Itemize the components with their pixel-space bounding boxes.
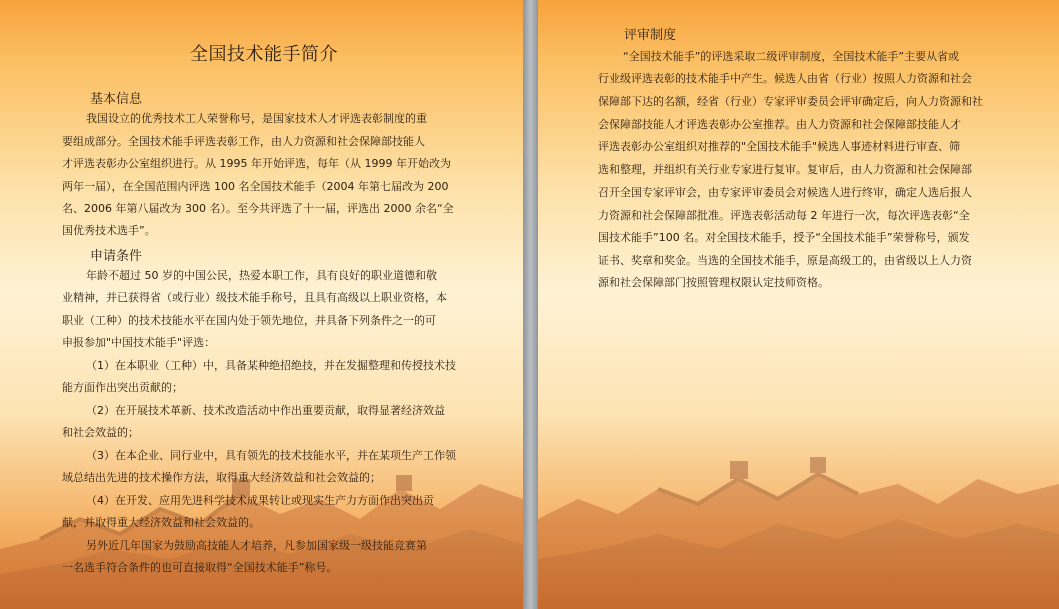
paragraph-line: 能方面作出突出贡献的；: [62, 381, 183, 394]
paragraph-line: 才评选表彰办公室组织进行。从 1995 年开始评选，每年（从 1999 年开始改为: [62, 157, 451, 170]
paragraph-line: 证书、奖章和奖金。当选的全国技术能手，原是高级工的，由省级以上人力资: [598, 254, 972, 267]
paragraph-line: 名、2006 年第八届改为 300 名）。至今共评选了十一届，评选出 2000 余名“全: [62, 202, 454, 215]
paragraph-line: 会保障部技能人才评选表彰办公室推荐。由人力资源和社会保障部技能人才: [598, 118, 961, 131]
document-page-right: [538, 0, 1059, 609]
paragraph-line: 保障部下达的名额，经省（行业）专家评审委员会评审确定后，向人力资源和社: [598, 95, 983, 108]
paragraph-line: 另外近几年国家为鼓励高技能人才培养，凡参加国家级一级技能竞赛第: [86, 539, 427, 552]
condition-item-1: （1）在本职业（工种）中，具备某种绝招绝技，并在发掘整理和传授技术技: [86, 359, 456, 372]
paragraph-line: 选和整理，并组织有关行业专家进行复审。复审后，由人力资源和社会保障部: [598, 163, 972, 176]
paragraph-line: 献，并取得重大经济效益和社会效益的。: [62, 516, 260, 529]
section-heading-apply-conditions: 申请条件: [90, 249, 143, 264]
paragraph-line: “全国技术能手”的评选采取二级评审制度，全国技术能手”主要从省或: [623, 50, 960, 63]
paragraph-line: 域总结出先进的技术操作方法，取得重大经济效益和社会效益的；: [62, 471, 381, 484]
paragraph-line: 行业级评选表彰的技术能手中产生。候选人由省（行业）按照人力资源和社会: [598, 72, 972, 85]
paragraph-line: 年龄不超过 50 岁的中国公民，热爱本职工作，具有良好的职业道德和敬: [86, 269, 437, 282]
paragraph-line: 职业（工种）的技术技能水平在国内处于领先地位，并具备下列条件之一的可: [62, 314, 436, 327]
page-gap: [523, 0, 538, 609]
paragraph-line: 申报参加"中国技术能手"评选：: [62, 336, 216, 349]
section-heading-review-system: 评审制度: [624, 28, 677, 43]
paragraph-line: 一名选手符合条件的也可直接取得“全国技术能手”称号。: [62, 561, 338, 574]
paragraph-line: 国技术能手”100 名。对全国技术能手，授予“全国技术能手”荣誉称号，颁发: [598, 231, 970, 244]
paragraph-line: 和社会效益的；: [62, 426, 139, 439]
paragraph-line: 两年一届），在全国范围内评选 100 名全国技术能手（2004 年第七届改为 200: [62, 180, 449, 193]
paragraph-line: 力资源和社会保障部批准。评选表彰活动每 2 年进行一次，每次评选表彰“全: [598, 209, 970, 222]
paragraph-line: 业精神，并已获得省（或行业）级技术能手称号，且具有高级以上职业资格，本: [62, 291, 447, 304]
section-heading-basic-info: 基本信息: [90, 92, 143, 107]
paragraph-line: 我国设立的优秀技术工人荣誉称号，是国家技术人才评选表彰制度的重: [86, 112, 427, 125]
document-title: 全国技术能手简介: [190, 44, 338, 65]
condition-item-3: （3）在本企业、同行业中，具有领先的技术技能水平，并在某项生产工作领: [86, 449, 456, 462]
paragraph-line: 国优秀技术选手”。: [62, 224, 156, 237]
condition-item-4: （4）在开发、应用先进科学技术成果转让或现实生产力方面作出突出贡: [86, 494, 434, 507]
paragraph-line: 要组成部分。全国技术能手评选表彰工作，由人力资源和社会保障部技能人: [62, 135, 425, 148]
condition-item-2: （2）在开展技术革新、技术改造活动中作出重要贡献，取得显著经济效益: [86, 404, 445, 417]
paragraph-line: 召开全国专家评审会，由专家评审委员会对候选人进行终审，确定人选后报人: [598, 186, 972, 199]
document-page-left: [0, 0, 523, 609]
paragraph-line: 评选表彰办公室组织对推荐的"全国技术能手"候选人事迹材料进行审查、筛: [598, 140, 961, 153]
paragraph-line: 源和社会保障部门按照管理权限认定技师资格。: [598, 276, 829, 289]
